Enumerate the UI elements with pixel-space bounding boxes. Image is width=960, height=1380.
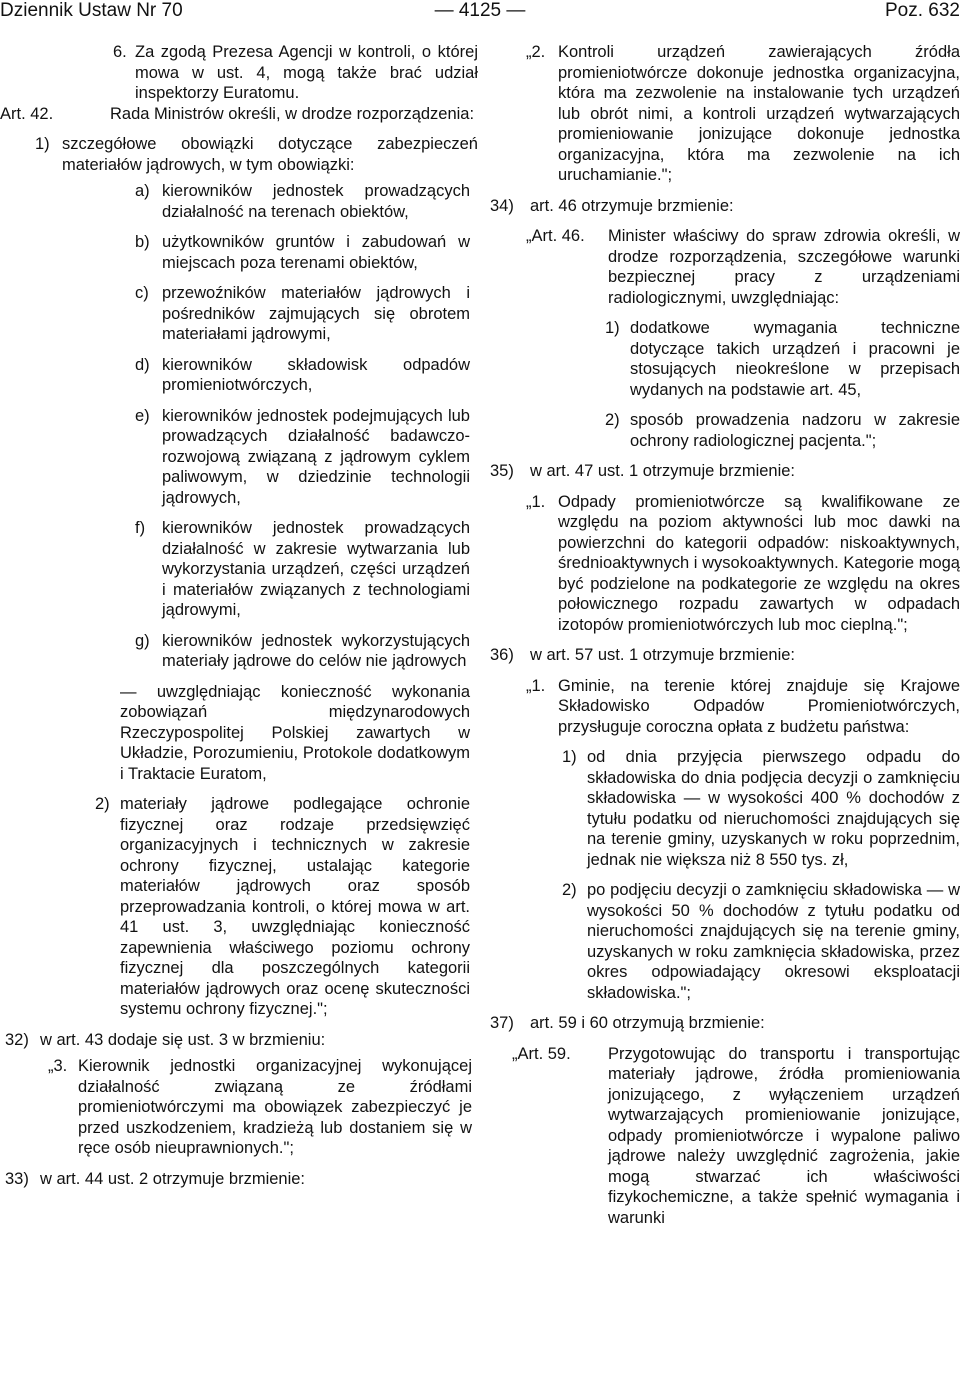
sub-item-f	[0, 518, 470, 621]
quote-text: Kontroli urządzeń zawierających źródła promieniotwórcze dokonuje jednostka organizacyjna, która ma zezwolenie na instalowanie tych urządzeń lub obrót nimi, a kontroli urządzeń wytwarzających promieniowanie jonizujące dokonuje jednostka organizacyjna, która ma zezwolenie na ich uruchamianie.";	[558, 43, 960, 184]
sub-item-text: kierowników jednostek prowadzących działalność w zakresie wytwarzania lub wykorzystania urządzeń, części urządzeń i materiałów związanych z technologiami jądrowymi,	[162, 519, 470, 619]
sub-item-label: e)	[135, 406, 150, 425]
item-label: 1)	[562, 748, 577, 766]
quote-label: „3.	[48, 1057, 68, 1075]
sub-item-d	[0, 355, 470, 396]
sub-item-label: b)	[135, 233, 150, 251]
article-label: „Art. 59.	[512, 1044, 571, 1063]
fee-item-1	[490, 747, 960, 870]
item-label: 34)	[490, 196, 514, 215]
sub-item-text: kierowników jednostek podejmujących lub prowadzących działalność badawczo-rozwojową związaną z jądrowym cyklem paliwowym, w dziedzinie technologii jądrowych,	[162, 406, 470, 507]
item-text: dodatkowe wymagania techniczne dotyczące takich urządzeń i pracowni je stosujących nieokreślone w przepisach wydanych na podstawie art. 45,	[630, 319, 960, 399]
sub-item-text: kierowników jednostek prowadzących działalność na terenach obiektów,	[162, 182, 470, 221]
item-33	[0, 1169, 478, 1190]
sub-item-label: d)	[135, 355, 150, 374]
item-text: szczegółowe obowiązki dotyczące zabezpieczeń materiałów jądrowych, w tym obowiązki:	[62, 135, 478, 174]
item-text: art. 59 i 60 otrzymują brzmienie:	[530, 1014, 765, 1032]
clause-text: — uwzględniając konieczność wykonania zobowiązań międzynarodowych Rzeczypospolitej Polskiej zawartych w Układzie, Porozumieniu, Protokole dodatkowym i Traktacie Euratom,	[120, 682, 470, 783]
item-2	[0, 794, 470, 1020]
item-label: 1)	[605, 319, 620, 337]
item-text: w art. 43 dodaje się ust. 3 w brzmieniu:	[40, 1030, 326, 1049]
item-label: 36)	[490, 646, 514, 664]
fee-item-2	[490, 880, 960, 1003]
sub-item-text: przewoźników materiałów jądrowych i pośredników zajmujących się obrotem materiałami jądrowymi,	[162, 284, 470, 343]
item-text: materiały jądrowe podlegające ochronie fizycznej oraz rodzaje przedsięwzięć organizacyjnych i technicznych w zakresie ochrony fizycznej, ustalając kategorie materiałów jądrowych oraz sposób przeprowadzania kontroli, o której mowa w art. 41 ust. 3, uwzględniając konieczność zapewnienia właściwego poziomu ochrony fizycznej dla poszczególnych kategorii materiałów jądrowych oraz ocenę skuteczności systemu ochrony fizycznej.";	[120, 795, 470, 1018]
paragraph-text: Za zgodą Prezesa Agencji w kontroli, o której mowa w ust. 4, mogą także brać udział inspektorzy Euratomu.	[135, 43, 478, 102]
item-34	[490, 196, 960, 217]
article-59	[490, 1044, 960, 1229]
item-32	[0, 1030, 478, 1051]
sub-item-text: użytkowników gruntów i zabudowań w miejscach poza terenami obiektów,	[162, 233, 470, 272]
sub-item-label: f)	[135, 519, 146, 537]
sub-item-label: c)	[135, 284, 149, 302]
sub-item-text: kierowników jednostek wykorzystujących materiały jądrowe do celów nie jądrowych	[162, 631, 470, 670]
page-header	[0, 0, 960, 30]
item-text: od dnia przyjęcia pierwszego odpadu do składowiska do dnia podjęcia decyzji o zamknięciu składowiska — w wysokości 400 % dochodów z tytułu podatku od nieruchomości znajdujących się na terenie gminy, uzyskanych w roku poprzednim, jednak nie większa niż 8 550 tys. zł,	[587, 748, 960, 869]
item-label: 2)	[605, 411, 620, 429]
paragraph-label: 6.	[113, 43, 127, 61]
closing-clause	[0, 682, 470, 785]
article-label: „Art. 46.	[526, 227, 585, 245]
paragraph-6	[0, 42, 478, 104]
quote-text: Odpady promieniotwórcze są kwalifikowane ze względu na poziom aktywności lub moc dawki na powierzchni do kategorii odpadów: niskoaktywnych, średnioaktywnych i wysokoaktywnych. Kategorie mogą być podzielone na podkategorie ze względu na okres połowicznego rozpadu zawartych w odpadach izotopów promieniotwórczych lub moc cieplną.";	[558, 492, 960, 634]
item-text: po podjęciu decyzji o zamknięciu składowiska — w wysokości 50 % dochodów z tytułu podatku od nieruchomości znajdujących się na terenie gminy, uzyskanych w roku zamknięcia składowiska, przez okres odpowiadający okresowi eksploatacji składowiska.";	[587, 881, 960, 1002]
item-1	[0, 134, 478, 175]
item-label: 37)	[490, 1014, 514, 1032]
quote-text: Kierownik jednostki organizacyjnej wykonującej działalność związaną ze źródłami promieniotwórczymi ma obowiązek zabezpieczyć je przed uszkodzeniem, kradzieżą lub dostaniem się w ręce osób nieuprawnionych.";	[78, 1057, 472, 1157]
quote-1-commune	[490, 676, 960, 738]
item-text: w art. 47 ust. 1 otrzymuje brzmienie:	[530, 462, 796, 480]
article-text: Minister właściwy do spraw zdrowia określi, w drodze rozporządzenia, szczegółowe warunki bezpiecznej pracy z urządzeniami radiologicznymi, uwzględniając:	[608, 227, 960, 307]
item-label: 2)	[562, 881, 577, 899]
item-label: 33)	[5, 1169, 29, 1188]
left-column	[0, 42, 478, 1199]
sub-item-b	[0, 232, 470, 273]
quote-1-waste	[490, 492, 960, 636]
sub-item-label: g)	[135, 631, 150, 650]
quote-2	[490, 42, 960, 186]
item-label: 1)	[35, 135, 50, 153]
quote-label: „2.	[526, 43, 546, 61]
page-number: — 4125 —	[434, 0, 526, 21]
sub-item-e	[0, 406, 470, 509]
item-label: 35)	[490, 462, 514, 480]
item-label: 32)	[5, 1030, 29, 1049]
article-text: Rada Ministrów określi, w drodze rozporządzenia:	[110, 104, 475, 123]
sub-item-g	[0, 631, 470, 672]
quote-text: Gminie, na terenie której znajduje się Krajowe Składowisko Odpadów Promieniotwórczych, przysługuje coroczna opłata z budżetu państwa:	[558, 676, 960, 736]
quote-label: „1.	[526, 492, 546, 511]
item-text: w art. 57 ust. 1 otrzymuje brzmienie:	[530, 646, 796, 664]
journal-title: Dziennik Ustaw Nr 70	[0, 0, 183, 21]
position-number: Poz. 632	[885, 0, 960, 21]
item-label: 2)	[95, 795, 110, 813]
article-42	[0, 104, 478, 125]
item-text: art. 46 otrzymuje brzmienie:	[530, 196, 734, 215]
sub-item-a	[0, 181, 470, 222]
sub-item-label: a)	[135, 182, 150, 200]
sub-item-text: kierowników składowisk odpadów promieniotwórczych,	[162, 355, 470, 394]
right-column	[490, 42, 960, 1238]
item-35	[490, 461, 960, 482]
quote-3	[0, 1056, 472, 1159]
art46-item-1	[490, 318, 960, 400]
sub-item-c	[0, 283, 470, 345]
article-label: Art. 42.	[0, 104, 54, 123]
item-36	[490, 645, 960, 666]
art46-item-2	[490, 410, 960, 451]
article-text: Przygotowując do transportu i transportując materiały jądrowe, źródła promieniowania jonizującego, z wyłączeniem urządzeń wytwarzających promieniowanie jonizujące, odpady promieniotwórcze i wypalone paliwo jądrowe należy uwzględnić zagrożenia, jakie mogą stwarzać ich właściwości fizykochemiczne, a także spełnić wymagania i warunki	[608, 1044, 960, 1227]
article-46	[490, 226, 960, 308]
quote-label: „1.	[526, 676, 546, 695]
item-37	[490, 1013, 960, 1034]
item-text: sposób prowadzenia nadzoru w zakresie ochrony radiologicznej pacjenta.";	[630, 411, 960, 450]
item-text: w art. 44 ust. 2 otrzymuje brzmienie:	[40, 1169, 306, 1188]
